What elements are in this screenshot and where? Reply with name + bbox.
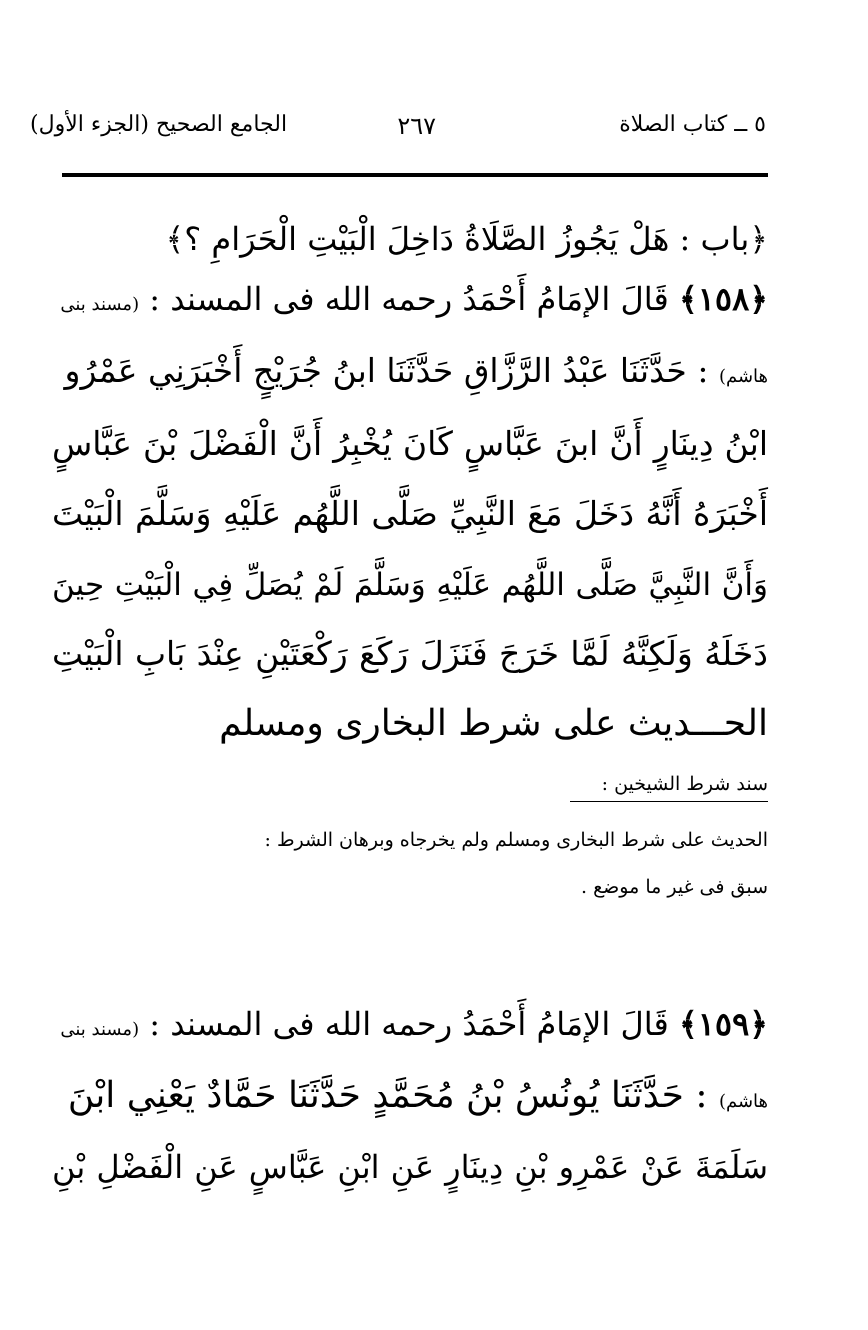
hadith-158-line-2: ابْنُ دِينَارٍ أَنَّ ابنَ عَبَّاسٍ كَانَ يُخْبِرُ أَنَّ الْفَضْلَ بْنَ عَبَّاسٍ [52, 424, 768, 463]
note-line-1: الحديث على شرط البخارى ومسلم ولم يخرجاه وبرهان الشرط : [264, 829, 768, 851]
hadith-158-text-1: : حَدَّثَنَا عَبْدُ الرَّزَّاقِ حَدَّثَنَا ابنُ جُرَيْجٍ أَخْبَرَنِي عَمْرُو [64, 351, 709, 390]
note-heading-rule [570, 801, 768, 802]
hadith-158-source-open: (مسند بنى [60, 294, 140, 315]
hadith-159-line-2: سَلَمَةَ عَنْ عَمْرِو بْنِ دِينَارٍ عَنِ ابْنِ عَبَّاسٍ عَنِ الْفَضْلِ بْنِ [52, 1148, 768, 1186]
hadith-number-159: ﴿١٥٩﴾ [678, 1005, 768, 1043]
hadith-159-source-close: هاشم) [718, 1091, 768, 1112]
hadith-158-line-5: دَخَلَهُ وَلَكِنَّهُ لَمَّا خَرَجَ فَنَزَلَ رَكَعَ رَكْعَتَيْنِ عِنْدَ بَابِ الْبَيْتِ [52, 634, 768, 673]
hadith-number-158: ﴿١٥٨﴾ [678, 280, 768, 318]
hadith-158-intro: قَالَ الإمَامُ أَحْمَدُ رحمه الله فى المسند : [149, 280, 669, 318]
hadith-158-line-3: أَخْبَرَهُ أَنَّهُ دَخَلَ مَعَ النَّبِيِّ صَلَّى اللَّهُم عَلَيْهِ وَسَلَّمَ الْبَيْتَ [52, 494, 768, 533]
hadith-159-intro: قَالَ الإمَامُ أَحْمَدُ رحمه الله فى المسند : [149, 1005, 669, 1043]
hadith-158-line-4: وَأَنَّ النَّبِيَّ صَلَّى اللَّهُم عَلَيْهِ وَسَلَّمَ لَمْ يُصَلِّ فِي الْبَيْتِ حِينَ [52, 567, 768, 603]
hadith-158-line-1 [52, 347, 768, 395]
note-line-2: سبق فى غير ما موضع . [580, 876, 768, 898]
book-title: الجامع الصحيح (الجزء الأول) [30, 112, 288, 137]
hadith-158-source-close: هاشم) [718, 366, 768, 387]
chapter-heading: ﴿باب : هَلْ يَجُوزُ الصَّلَاةُ دَاخِلَ الْبَيْتِ الْحَرَامِ ؟﴾ [165, 220, 768, 258]
running-header [30, 112, 766, 152]
hadith-159-text-1: : حَدَّثَنَا يُونُسُ بْنُ مُحَمَّدٍ حَدَّثَنَا حَمَّادٌ يَعْنِي ابْنَ [67, 1075, 708, 1116]
hadith-159-line-1 [52, 1072, 768, 1120]
header-rule [62, 173, 768, 177]
page-number: ٢٦٧ [397, 112, 436, 140]
chapter-title: ٥ ــ كتاب الصلاة [619, 112, 766, 137]
hadith-159-source-open: (مسند بنى [60, 1019, 140, 1040]
note-heading: سند شرط الشيخين : [601, 773, 768, 795]
hadith-158-intro-line [52, 275, 768, 323]
hadith-159-intro-line [52, 1000, 768, 1048]
hadith-158-verdict: الحـــديث على شرط البخارى ومسلم [219, 703, 768, 744]
